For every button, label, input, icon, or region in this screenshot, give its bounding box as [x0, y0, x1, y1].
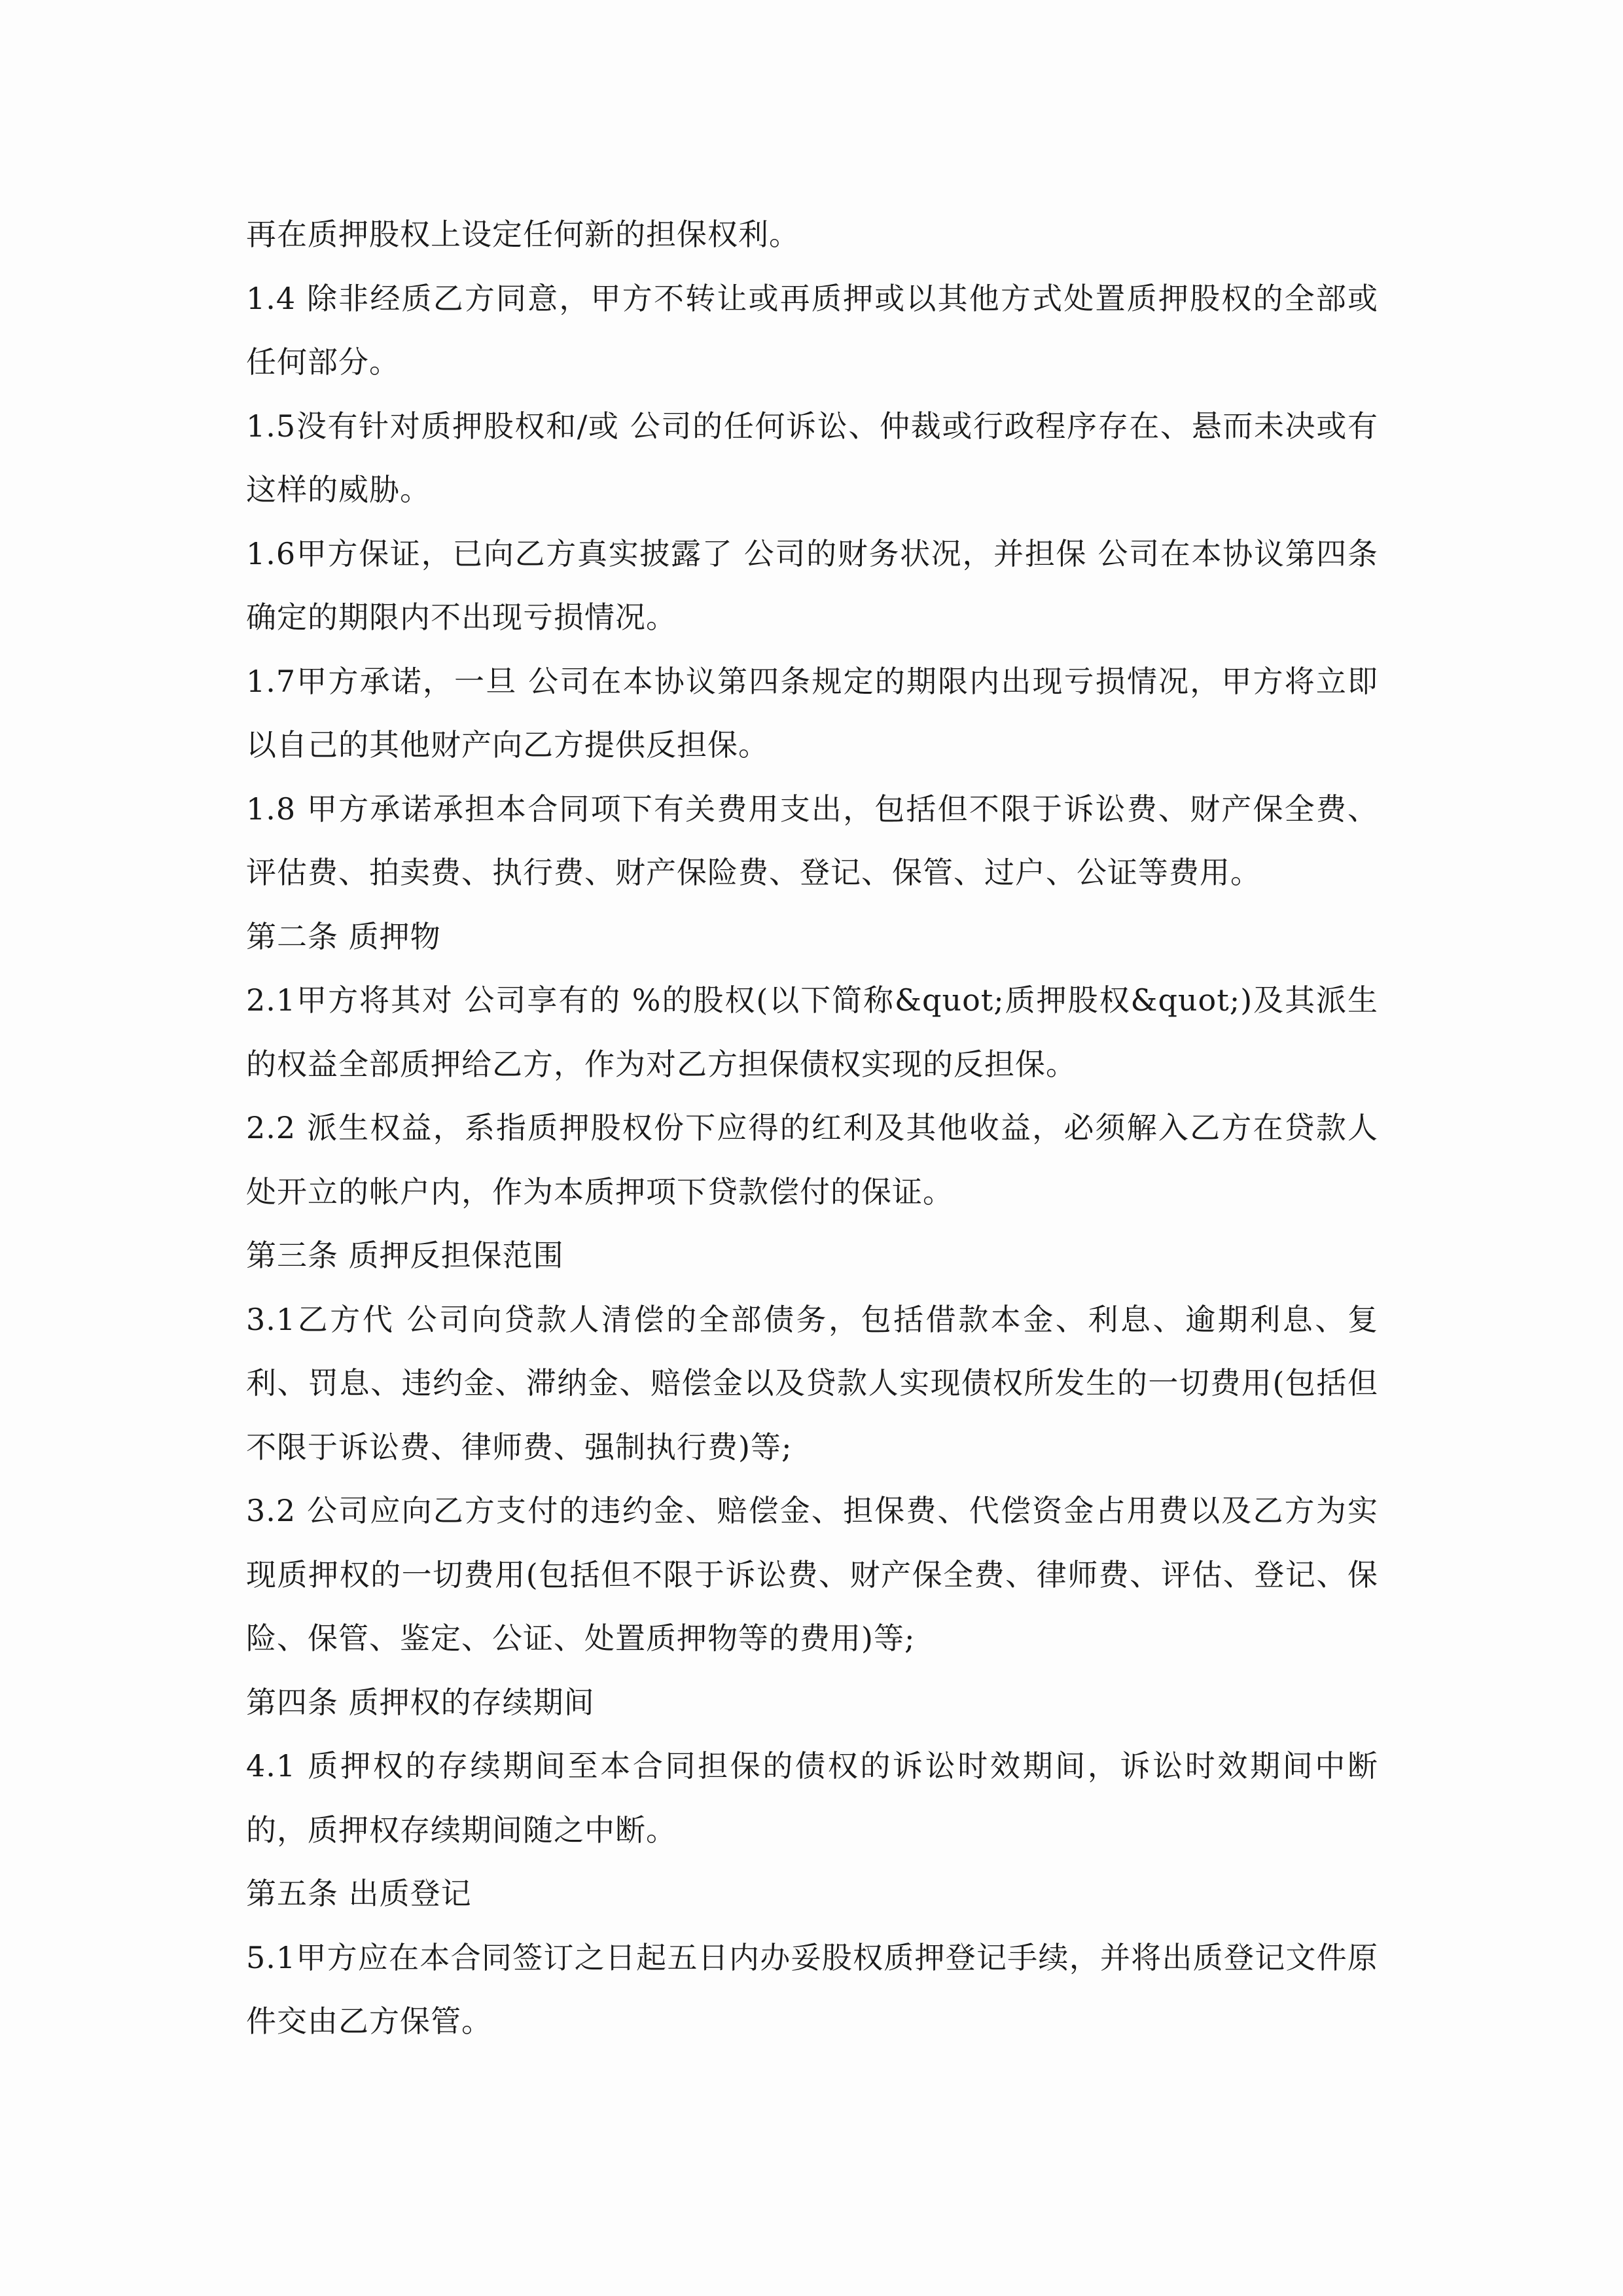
clause-1-4: 1.4 除非经质乙方同意，甲方不转让或再质押或以其他方式处置质押股权的全部或任何部分。: [246, 280, 1378, 380]
clause-2-2: 2.2 派生权益，系指质押股权份下应得的红利及其他收益，必须解入乙方在贷款人处开立的帐户内，作为本质押项下贷款偿付的保证。: [246, 1110, 1378, 1210]
clause-1-7: 1.7甲方承诺，一旦 公司在本协议第四条规定的期限内出现亏损情况，甲方将立即以自己的其他财产向乙方提供反担保。: [246, 663, 1378, 762]
clause-4-1: 4.1 质押权的存续期间至本合同担保的债权的诉讼时效期间，诉讼时效期间中断的，质押权存续期间随之中断。: [246, 1748, 1378, 1848]
clause-3-2: 3.2 公司应向乙方支付的违约金、赔偿金、担保费、代偿资金占用费以及乙方为实现质押权的一切费用(包括但不限于诉讼费、财产保全费、律师费、评估、登记、保险、保管、鉴定、公证、处置质押物等的费用)等;: [246, 1493, 1378, 1656]
document-body: [246, 203, 1378, 2054]
clause-1-6: 1.6甲方保证，已向乙方真实披露了 公司的财务状况，并担保 公司在本协议第四条确定的期限内不出现亏损情况。: [246, 535, 1378, 635]
article-5-heading: 第五条 出质登记: [246, 1876, 472, 1911]
clause-2-1: 2.1甲方将其对 公司享有的 %的股权(以下简称&quot;质押股权&quot;)及其派生的权益全部质押给乙方，作为对乙方担保债权实现的反担保。: [246, 982, 1378, 1082]
article-4-heading: 第四条 质押权的存续期间: [246, 1684, 595, 1720]
article-2-heading: 第二条 质押物: [246, 918, 441, 954]
article-3-heading: 第三条 质押反担保范围: [246, 1238, 564, 1273]
clause-3-1: 3.1乙方代 公司向贷款人清偿的全部债务，包括借款本金、利息、逾期利息、复利、罚息、违约金、滞纳金、赔偿金以及贷款人实现债权所发生的一切费用(包括但不限于诉讼费、律师费、强制执行费)等;: [246, 1301, 1378, 1465]
paragraph-continuation: 再在质押股权上设定任何新的担保权利。: [246, 217, 800, 252]
clause-1-8: 1.8 甲方承诺承担本合同项下有关费用支出，包括但不限于诉讼费、财产保全费、评估费、拍卖费、执行费、财产保险费、登记、保管、过户、公证等费用。: [246, 791, 1378, 890]
clause-5-1: 5.1甲方应在本合同签订之日起五日内办妥股权质押登记手续，并将出质登记文件原件交由乙方保管。: [246, 1939, 1378, 2039]
clause-1-5: 1.5没有针对质押股权和/或 公司的任何诉讼、仲裁或行政程序存在、悬而未决或有这样的威胁。: [246, 408, 1378, 507]
